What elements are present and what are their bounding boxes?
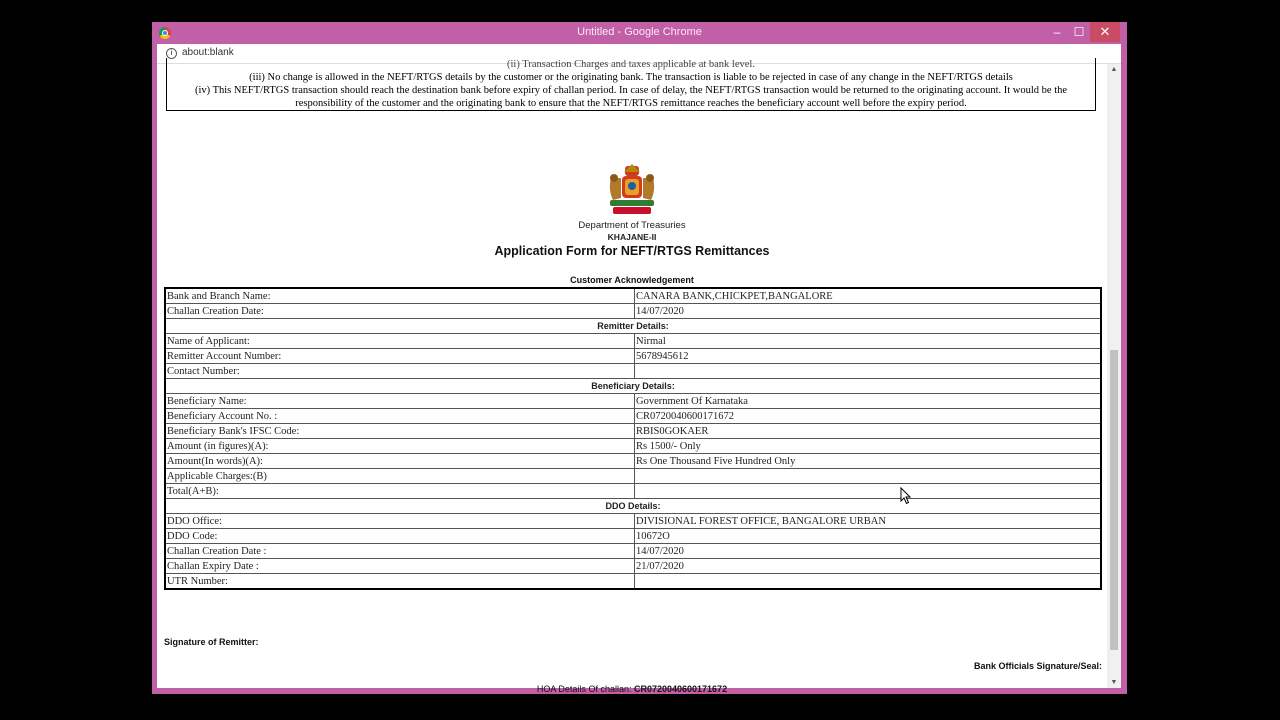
row-value: RBIS0GOKAER [635, 424, 1102, 439]
maximize-button[interactable]: ☐ [1073, 25, 1085, 39]
row-value: Nirmal [635, 334, 1102, 349]
row-value: 14/07/2020 [635, 544, 1102, 559]
row-label: Applicable Charges:(B) [165, 469, 635, 484]
hoa-label: HOA Details Of challan: [536, 684, 632, 694]
row-value: Rs One Thousand Five Hundred Only [635, 454, 1102, 469]
table-row [165, 484, 1101, 499]
row-label: Challan Expiry Date : [165, 559, 635, 574]
row-label: Name of Applicant: [165, 334, 635, 349]
browser-window [152, 22, 1127, 694]
row-label: Amount (in figures)(A): [165, 439, 635, 454]
row-label: Bank and Branch Name: [165, 288, 635, 304]
row-label: DDO Office: [165, 514, 635, 529]
vertical-scrollbar[interactable] [1107, 64, 1121, 688]
karnataka-emblem [605, 164, 659, 218]
row-value [635, 364, 1102, 379]
table-row [165, 424, 1101, 439]
table-row [165, 364, 1101, 379]
table-row [165, 469, 1101, 484]
table-row [165, 439, 1101, 454]
row-label: Total(A+B): [165, 484, 635, 499]
row-value: 10672O [635, 529, 1102, 544]
notes-box [166, 58, 1096, 111]
table-row [165, 544, 1101, 559]
table-row [165, 334, 1101, 349]
table-row [165, 559, 1101, 574]
url-text[interactable]: about:blank [182, 47, 234, 58]
hoa-details [157, 684, 1107, 694]
info-icon[interactable]: i [166, 48, 177, 59]
hoa-value: CR0720040600171672 [633, 684, 728, 694]
row-label: Beneficiary Bank's IFSC Code: [165, 424, 635, 439]
scroll-thumb[interactable] [1110, 350, 1118, 650]
note-ii: (ii) Transaction Charges and taxes applicable at bank level. [507, 59, 755, 70]
row-label: Beneficiary Name: [165, 394, 635, 409]
table-row [165, 304, 1101, 319]
row-value: CR0720040600171672 [635, 409, 1102, 424]
row-value: Rs 1500/- Only [635, 439, 1102, 454]
row-value [635, 469, 1102, 484]
section-header-row [165, 319, 1101, 334]
table-row [165, 288, 1101, 304]
bank-signature-label: Bank Officials Signature/Seal: [973, 661, 1102, 671]
scroll-up-arrow-icon[interactable]: ▲ [1110, 66, 1118, 73]
table-row [165, 349, 1101, 364]
table-row [165, 409, 1101, 424]
row-label: Contact Number: [165, 364, 635, 379]
row-value [635, 574, 1102, 590]
row-value: CANARA BANK,CHICKPET,BANGALORE [635, 288, 1102, 304]
remitter-section-title: Remitter Details: [165, 319, 1101, 334]
row-label: DDO Code: [165, 529, 635, 544]
row-label: UTR Number: [165, 574, 635, 590]
row-label: Amount(In words)(A): [165, 454, 635, 469]
mouse-cursor-icon [900, 487, 912, 505]
row-value [635, 484, 1102, 499]
table-row [165, 514, 1101, 529]
page-content [157, 59, 1107, 694]
table-row [165, 529, 1101, 544]
acknowledgement-title: Customer Acknowledgement [570, 275, 694, 285]
table-row [165, 574, 1101, 590]
table-row [165, 394, 1101, 409]
department-name: Department of Treasuries [578, 220, 686, 231]
row-label: Challan Creation Date: [165, 304, 635, 319]
minimize-button[interactable]: – [1053, 25, 1061, 39]
section-header-row [165, 379, 1101, 394]
row-value: 5678945612 [635, 349, 1102, 364]
row-label: Challan Creation Date : [165, 544, 635, 559]
section-header-row [165, 499, 1101, 514]
remittance-table [164, 287, 1102, 590]
row-value: DIVISIONAL FOREST OFFICE, BANGALORE URBAN [635, 514, 1102, 529]
note-iii: (iii) No change is allowed in the NEFT/RTGS details by the customer or the originating bank. The transaction is liable to be rejected in case of any change in the NEFT/RTGS details [249, 72, 1013, 83]
row-label: Beneficiary Account No. : [165, 409, 635, 424]
row-value: Government Of Karnataka [635, 394, 1102, 409]
remitter-signature-label: Signature of Remitter: [164, 637, 259, 647]
row-value: 21/07/2020 [635, 559, 1102, 574]
table-row [165, 454, 1101, 469]
row-label: Remitter Account Number: [165, 349, 635, 364]
scroll-down-arrow-icon[interactable]: ▼ [1110, 679, 1118, 686]
title-bar[interactable] [152, 22, 1127, 44]
window-title: Untitled - Google Chrome [577, 26, 702, 38]
row-value: 14/07/2020 [635, 304, 1102, 319]
ddo-section-title: DDO Details: [165, 499, 1101, 514]
system-name: KHAJANE-II [607, 232, 657, 242]
beneficiary-section-title: Beneficiary Details: [165, 379, 1101, 394]
close-button[interactable]: ✕ [1090, 22, 1120, 42]
form-title: Application Form for NEFT/RTGS Remittances [494, 244, 770, 258]
note-iv: (iv) This NEFT/RTGS transaction should reach the destination bank before expiry of challan period. In case of delay, the NEFT/RTGS transaction would be returned to the originating account. It would be the responsibility of the customer and the originating bank to ensure that the NEFT/RTGS remittance reaches the beneficiary account well before the expiry period. [194, 85, 1068, 109]
